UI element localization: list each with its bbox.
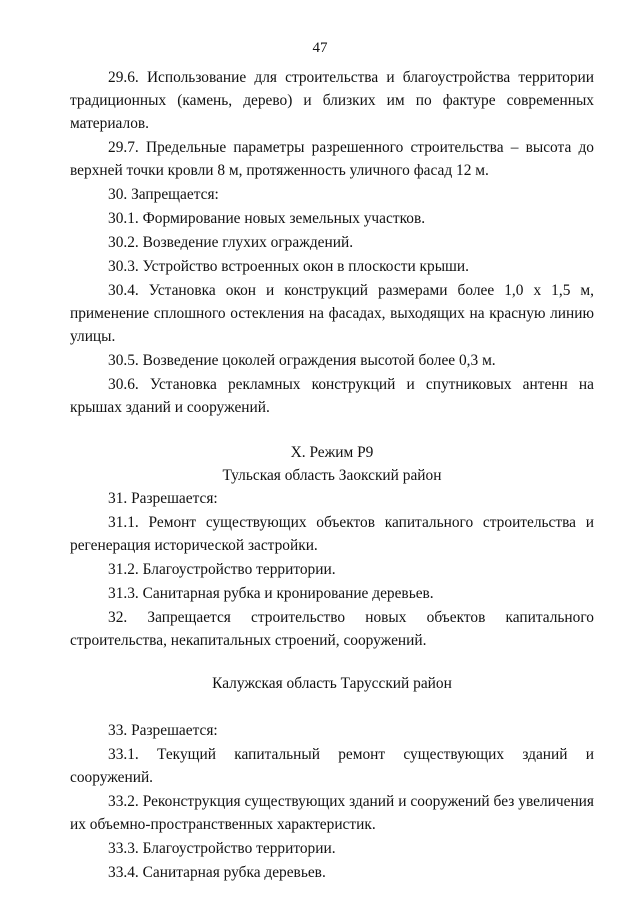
region-heading-tula: Тульская область Заокский район [222,467,442,484]
paragraph-30: 30. Запрещается: [108,186,219,203]
paragraph-31: 31. Разрешается: [108,490,218,507]
page-number: 47 [312,40,328,56]
paragraph-30-1: 30.1. Формирование новых земельных участков. [108,210,426,227]
paragraph-30-3: 30.3. Устройство встроенных окон в плоскости крыши. [108,258,469,275]
paragraph-30-5: 30.5. Возведение цоколей ограждения высотой более 0,3 м. [108,352,496,369]
paragraph-32: 32. Запрещается строительство новых объектов капитального строительства, некапитальных строений, сооружений. [70,609,594,649]
paragraph-33-1: 33.1. Текущий капитальный ремонт существующих зданий и сооружений. [70,746,594,786]
region-heading-kaluga: Калужская область Тарусский район [212,675,452,692]
paragraph-33-2: 33.2. Реконструкция существующих зданий и сооружений без увеличения их объемно-пространственных характеристик. [70,793,594,833]
paragraph-29-7: 29.7. Предельные параметры разрешенного строительства – высота до верхней точки кровли 8 м, протяженность уличного фасад 12 м. [70,139,594,179]
paragraph-30-2: 30.2. Возведение глухих ограждений. [108,234,354,251]
paragraph-31-2: 31.2. Благоустройство территории. [108,561,336,578]
document-body [70,66,594,885]
paragraph-33-3: 33.3. Благоустройство территории. [108,840,336,857]
paragraph-33-4: 33.4. Санитарная рубка деревьев. [108,864,326,881]
paragraph-29-6: 29.6. Использование для строительства и благоустройства территории традиционных (камень, дерево) и близких им по фактуре современных материалов. [70,69,594,132]
paragraph-33: 33. Разрешается: [108,722,218,739]
paragraph-30-6: 30.6. Установка рекламных конструкций и спутниковых антенн на крышах зданий и сооружений. [70,376,594,416]
paragraph-31-3: 31.3. Санитарная рубка и кронирование деревьев. [108,585,434,602]
paragraph-30-4: 30.4. Установка окон и конструкций размерами более 1,0 х 1,5 м, применение сплошного остекления на фасадах, выходящих на красную линию улицы. [70,282,594,345]
paragraph-31-1: 31.1. Ремонт существующих объектов капитального строительства и регенерация исторической застройки. [70,514,594,554]
section-title: X. Режим Р9 [290,444,374,461]
